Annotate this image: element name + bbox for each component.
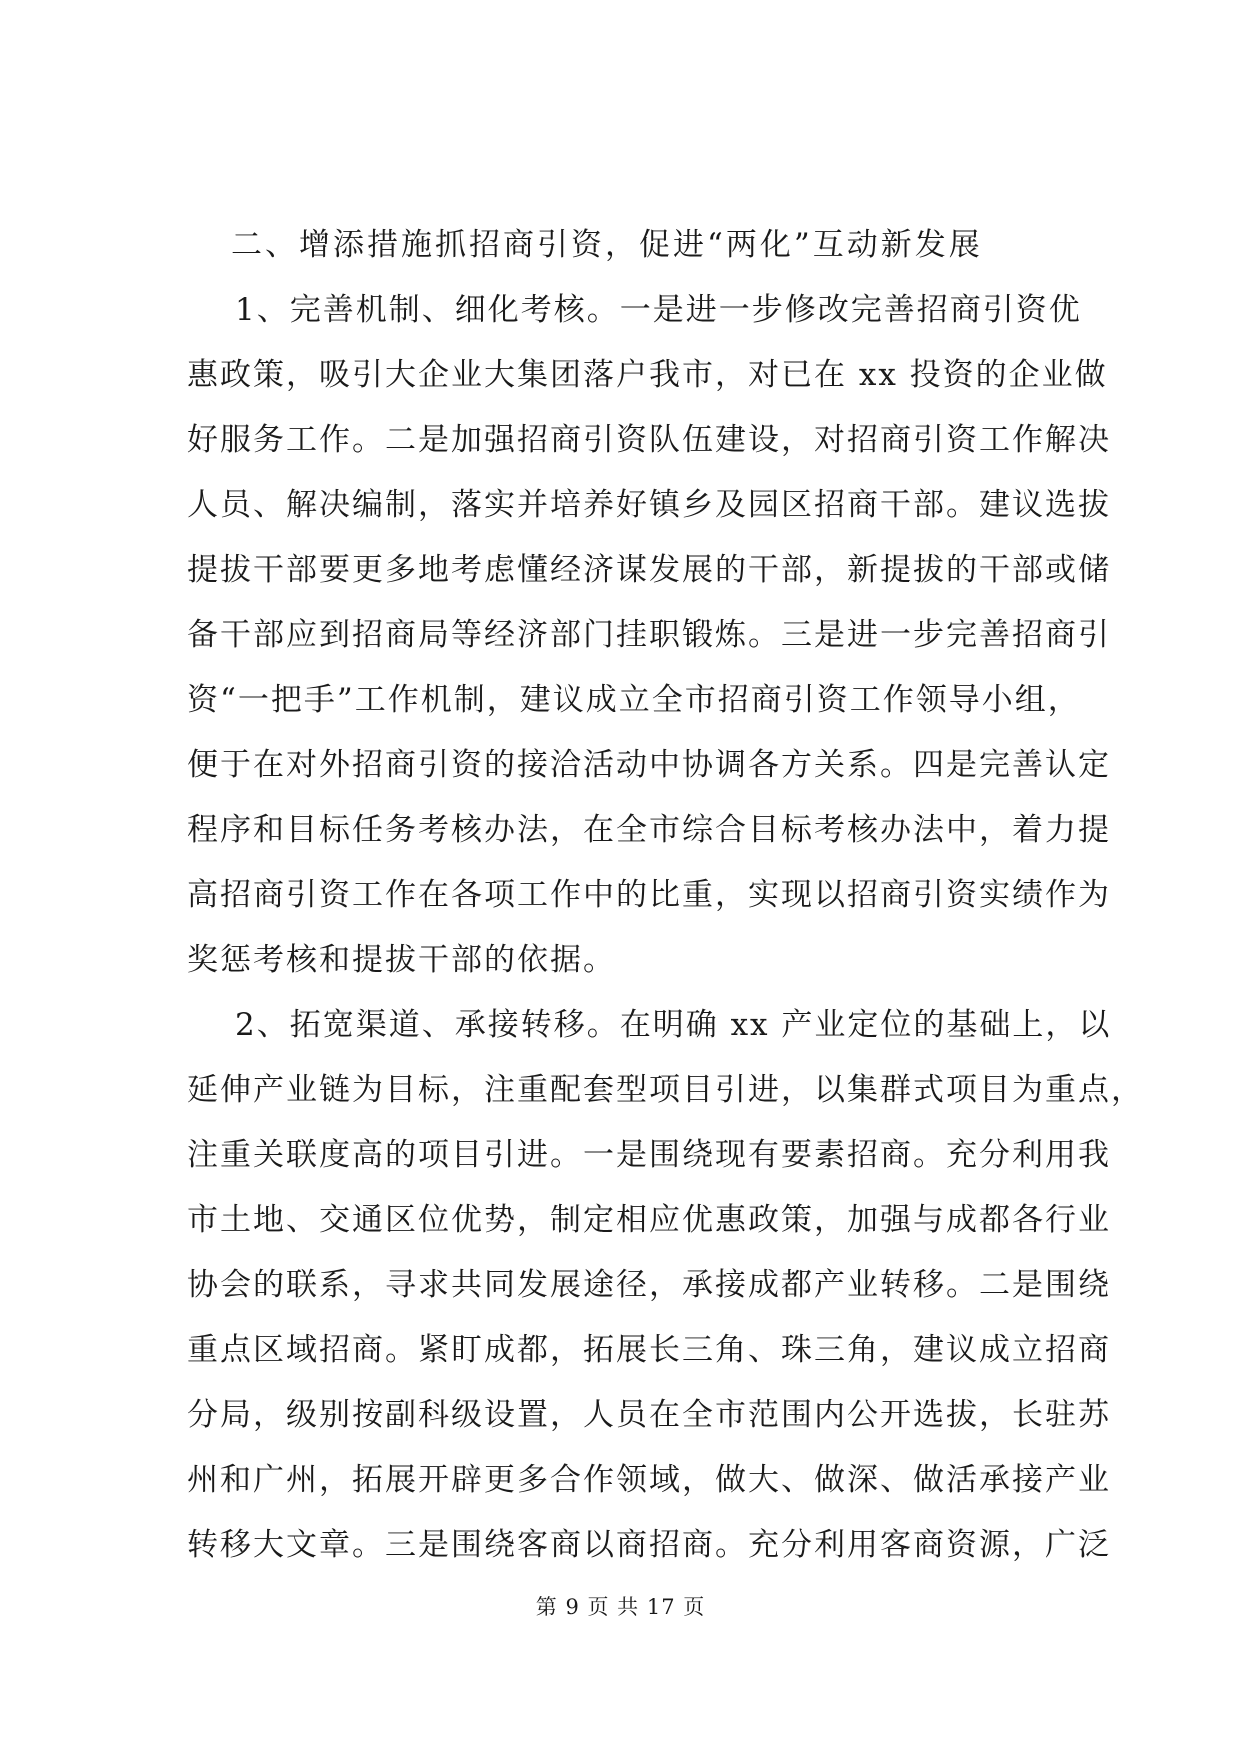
text-line: 奖惩考核和提拔干部的依据。 <box>187 942 616 978</box>
text-line: 程序和目标任务考核办法，在全市综合目标考核办法中，着力提 <box>187 812 1111 848</box>
page-number-footer: 第 9 页 共 17 页 <box>535 1595 706 1619</box>
text-line: 州和广州，拓展开辟更多合作领域，做大、做深、做活承接产业 <box>187 1462 1111 1498</box>
text-line: 2、拓宽渠道、承接转移。在明确 xx 产业定位的基础上，以 <box>235 1007 1112 1043</box>
document-body <box>187 226 1144 1591</box>
text-line: 人员、解决编制，落实并培养好镇乡及园区招商干部。建议选拔 <box>187 487 1111 523</box>
paragraph-1 <box>187 291 1111 979</box>
text-line: 备干部应到招商局等经济部门挂职锻炼。三是进一步完善招商引 <box>187 617 1111 653</box>
text-line: 延伸产业链为目标，注重配套型项目引进，以集群式项目为重点， <box>187 1072 1144 1108</box>
text-line: 市土地、交通区位优势，制定相应优惠政策，加强与成都各行业 <box>187 1202 1111 1238</box>
text-line: 惠政策，吸引大企业大集团落户我市，对已在 xx 投资的企业做 <box>187 357 1108 393</box>
section-heading: 二、增添措施抓招商引资，促进“两化”互动新发展 <box>231 227 983 263</box>
text-line: 协会的联系，寻求共同发展途径，承接成都产业转移。二是围绕 <box>187 1267 1111 1303</box>
text-line: 高招商引资工作在各项工作中的比重，实现以招商引资实绩作为 <box>187 877 1111 913</box>
text-line: 重点区域招商。紧盯成都，拓展长三角、珠三角，建议成立招商 <box>187 1332 1111 1368</box>
text-line: 资“一把手”工作机制，建议成立全市招商引资工作领导小组， <box>187 682 1081 718</box>
text-line: 便于在对外招商引资的接洽活动中协调各方关系。四是完善认定 <box>187 747 1111 783</box>
text-line: 转移大文章。三是围绕客商以商招商。充分利用客商资源，广泛 <box>187 1527 1111 1563</box>
text-line: 提拔干部要更多地考虑懂经济谋发展的干部，新提拔的干部或储 <box>187 552 1111 588</box>
text-line: 1、完善机制、细化考核。一是进一步修改完善招商引资优 <box>235 292 1082 328</box>
text-line: 注重关联度高的项目引进。一是围绕现有要素招商。充分利用我 <box>187 1137 1111 1173</box>
text-line: 好服务工作。二是加强招商引资队伍建设，对招商引资工作解决 <box>187 422 1111 458</box>
paragraph-2 <box>187 1006 1144 1564</box>
text-line: 分局，级别按副科级设置，人员在全市范围内公开选拔，长驻苏 <box>187 1397 1111 1433</box>
